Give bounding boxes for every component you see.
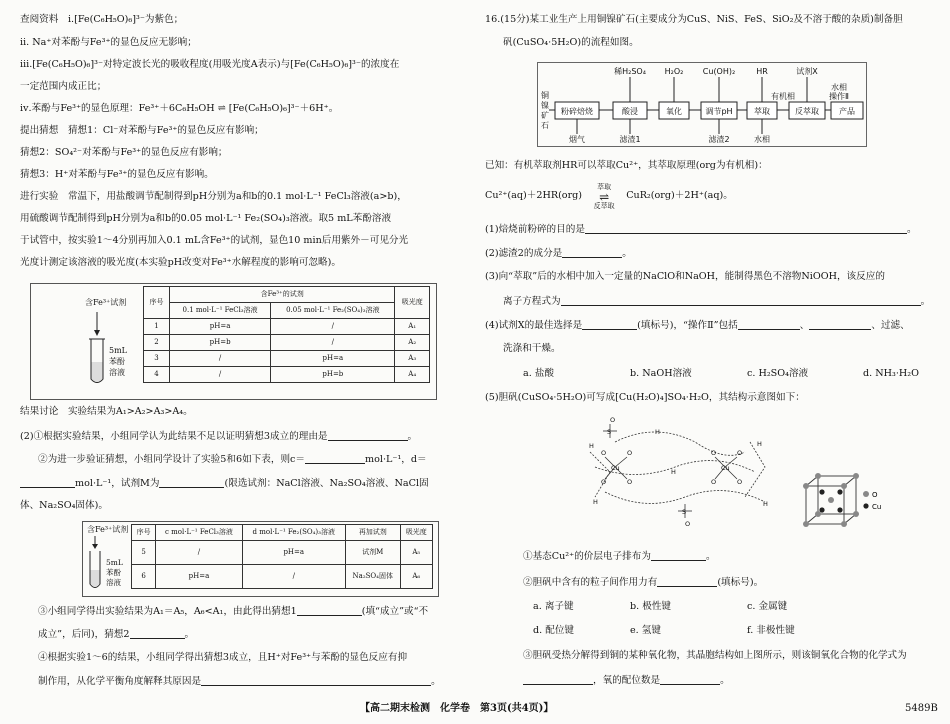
q5-2-text: ②胆矾中含有的粒子间作用力有 [523, 577, 658, 588]
experiment-figure-1 [30, 283, 437, 400]
t1-cell: / [169, 367, 270, 383]
t1-cell: A₁ [395, 319, 430, 335]
t1-cell: pH=a [271, 351, 395, 367]
q3-line-2: 离子方程式为 。 [503, 296, 931, 307]
answer-blank[interactable] [809, 319, 871, 330]
answer-blank[interactable] [738, 319, 800, 330]
q5-option-c: c. 金属键 [747, 601, 788, 612]
answer-blank-c[interactable] [305, 453, 365, 464]
t2-cell: pH=a [242, 541, 345, 565]
q2-3-text-b: (填“成立”或“不 [361, 606, 429, 617]
tube2-reagent-label: 含Fe³⁺试剂 [87, 525, 129, 534]
t1-cell: A₃ [395, 351, 430, 367]
q1-line: (1)焙烧前粉碎的目的是 。 [485, 224, 917, 235]
t2-cell: 6 [132, 565, 156, 589]
answer-blank[interactable] [561, 295, 921, 306]
flow-label: 酸浸 [622, 107, 638, 116]
q4-text-c: 、 [799, 320, 810, 331]
q4-line-2: 洗涤和干燥。 [503, 343, 561, 354]
flow-label: 反萃取 [795, 107, 819, 116]
equation-right: CuR₂(org)＋2H⁺(aq)。 [626, 190, 733, 201]
flow-organic-label: 有机相 [771, 92, 795, 101]
h-label: H [763, 500, 768, 508]
q5-2-text-b: (填标号)。 [717, 577, 764, 588]
o-label: O [627, 449, 633, 457]
answer-blank[interactable] [582, 319, 637, 330]
o-label: O [711, 478, 717, 486]
q2-2-text-d: (限选试剂：NaCl溶液、Na₂SO₄溶液、NaCl固 [224, 478, 429, 489]
q2-2-line-3: 体、Na₂SO₄固体)。 [20, 500, 108, 511]
arrow-bottom-label: 反萃取 [593, 202, 615, 210]
tube-liquid-label-2: 溶液 [109, 368, 125, 377]
s-label: S [607, 428, 612, 436]
known-line: 已知：有机萃取剂HR可以萃取Cu²⁺，其萃取原理(org为有机相)： [485, 160, 768, 171]
h-label: H [671, 468, 676, 476]
ref-line-2: ⅱ. Na⁺对苯酚与Fe³⁺的显色反应无影响； [20, 37, 197, 48]
q5-1-text: ①基态Cu²⁺的价层电子排布为 [523, 551, 651, 562]
flow-input: Cu(OH)₂ [702, 67, 736, 76]
q5-3-line-1: ③胆矾受热分解得到铜的某种氧化物，其晶胞结构如上图所示，则该铜氧化合物的化学式为 [523, 650, 907, 661]
ref-line-3: ⅲ.[Fe(C₆H₅O)₆]³⁻对特定波长光的吸收程度(用吸光度A表示)与[Fe(C₆H₅O)₆]³⁻的浓度在 [20, 59, 400, 70]
process-flow-diagram [537, 62, 867, 147]
o-label: O [737, 478, 743, 486]
flow-ore-char: 矿 [541, 111, 549, 120]
page-footer: 【高二期末检测 化学卷 第3页(共4页)】 [360, 703, 554, 714]
answer-blank[interactable] [523, 674, 593, 685]
t1-cell: / [169, 351, 270, 367]
q2-2-line-2 [20, 477, 429, 490]
q4-option-a: a. 盐酸 [523, 368, 555, 379]
table-row [144, 335, 430, 351]
equilibrium-arrow: 萃取 ⇌ 反萃取 [585, 192, 623, 202]
flow-label: 氧化 [666, 107, 682, 116]
t2-cell: / [156, 541, 242, 565]
s-label: S [682, 508, 687, 516]
q4-option-c: c. H₂SO₄溶液 [747, 368, 809, 379]
q4-text-d: 、过滤、 [871, 320, 910, 331]
q2-4-line-2: 制作用，从化学平衡角度解释其原因是 。 [38, 676, 441, 687]
flow-op-label: 操作Ⅱ [829, 92, 849, 101]
answer-blank[interactable] [657, 576, 717, 587]
table-row [132, 565, 433, 589]
q5-line: (5)胆矾(CuSO₄·5H₂O)可写成[Cu(H₂O)₄]SO₄·H₂O，其结构示意图如下： [485, 392, 805, 403]
q3-line-1: (3)向“萃取”后的水相中加入一定量的NaClO和NaOH，能制得黑色不溶物NiOOH，该反应的 [485, 271, 885, 282]
t2-header-fecl3: c mol·L⁻¹ FeCl₃溶液 [156, 525, 242, 541]
flow-input: H₂O₂ [664, 67, 684, 76]
q5-3-line-2: ，氧的配位数是 。 [523, 674, 730, 687]
experiment-table-2 [131, 524, 433, 589]
legend-cu-label: Cu [872, 503, 882, 511]
flow-output: 滤渣1 [619, 135, 641, 144]
t2-cell: A₅ [400, 541, 432, 565]
experiment-line-1: 进行实验 常温下，用盐酸调节配制得到pH分别为a和b的0.1 mol·L⁻¹ FeCl₃溶液(a>b)， [20, 191, 407, 202]
q5-option-f: f. 非极性键 [747, 625, 795, 636]
t1-cell: / [271, 319, 395, 335]
tube2-liquid-label-1: 苯酚 [106, 568, 121, 577]
q5-1-line: ①基态Cu²⁺的价层电子排布为 。 [523, 551, 716, 562]
q2-1-text: (2)①根据实验结果，小组同学认为此结果不足以证明猜想3成立的理由是 [20, 431, 328, 442]
t1-cell: / [271, 335, 395, 351]
legend-o-label: O [872, 491, 878, 499]
equation-left: Cu²⁺(aq)＋2HR(org) [485, 190, 583, 201]
cu-label: Cu [721, 464, 730, 472]
table-row [144, 319, 430, 335]
equilibrium-equation [485, 183, 733, 210]
hypothesis-line-2: 猜想2：SO₄²⁻对苯酚与Fe³⁺的显色反应有影响； [20, 147, 228, 158]
t2-header-add: 再加试剂 [345, 525, 400, 541]
q4-option-d: d. NH₃·H₂O [863, 368, 919, 379]
h-label: H [593, 498, 598, 506]
answer-blank-d[interactable] [20, 477, 75, 488]
t2-header-abs: 吸光度 [400, 525, 432, 541]
t1-cell: 1 [144, 319, 170, 335]
flow-water-label: 水相 [831, 83, 847, 92]
copper-sulfate-structure-diagram [575, 412, 785, 530]
experiment-line-3: 于试管中，按实验1～4分别再加入0.1 mL含Fe³⁺的试剂，显色10 min后用紫外－可见分光 [20, 235, 409, 246]
tube-reagent-label: 含Fe³⁺试剂 [85, 298, 127, 307]
answer-blank-h1[interactable] [297, 605, 362, 616]
q2-2-text-c: mol·L⁻¹，试剂M为 [75, 478, 160, 489]
table-row [144, 367, 430, 383]
h-label: H [757, 440, 762, 448]
flow-output: 水相 [754, 135, 770, 144]
t2-cell: 5 [132, 541, 156, 565]
answer-blank-explain[interactable] [201, 675, 431, 686]
experiment-line-2: 用硫酸调节配制得到pH分别为a和b的0.05 mol·L⁻¹ Fe₂(SO₄)₃溶液。取5 mL苯酚溶液 [20, 213, 392, 224]
q2-3-text-a: ③小组同学得出实验结果为A₁＝A₅，A₆<A₁，由此得出猜想1 [38, 606, 297, 617]
flow-output: 烟气 [569, 135, 585, 144]
q4-option-b: b. NaOH溶液 [630, 368, 692, 379]
answer-blank[interactable] [651, 550, 706, 561]
q2-3-line-1 [38, 605, 428, 618]
tube2-liquid-label-2: 溶液 [106, 578, 121, 587]
q2-line: (2)滤渣2的成分是 。 [485, 248, 632, 259]
o-label: O [601, 449, 607, 457]
answer-blank[interactable] [660, 674, 720, 685]
t1-header-fecl3: 0.1 mol·L⁻¹ FeCl₃溶液 [169, 303, 270, 319]
t2-cell: A₆ [400, 565, 432, 589]
flow-ore-char: 石 [541, 121, 549, 130]
t1-header-fe2so43: 0.05 mol·L⁻¹ Fe₂(SO₄)₃溶液 [271, 303, 395, 319]
tube-volume-label: 5mL [109, 346, 127, 355]
t1-header-abs: 吸光度 [395, 287, 430, 319]
h-label: H [655, 428, 660, 436]
table-row [132, 541, 433, 565]
answer-blank-m[interactable] [159, 477, 224, 488]
q5-option-b: b. 极性键 [630, 601, 672, 612]
flow-input: 稀H₂SO₄ [614, 67, 646, 76]
o-label: O [610, 416, 616, 424]
cu-label: Cu [611, 464, 620, 472]
q5-option-d: d. 配位键 [533, 625, 575, 636]
q2-4-text-b: 制作用，从化学平衡角度解释其原因是 [38, 676, 202, 687]
t2-header-no: 序号 [132, 525, 156, 541]
o-label: O [627, 478, 633, 486]
q2-2-line-1 [38, 453, 427, 466]
flow-label: 产品 [839, 107, 855, 116]
t2-cell: Na₂SO₄固体 [345, 565, 400, 589]
flow-input: 试剂X [796, 67, 818, 76]
answer-blank[interactable] [328, 430, 408, 441]
flow-label: 萃取 [754, 107, 770, 116]
flow-input: HR [756, 67, 768, 76]
t2-cell: 试剂M [345, 541, 400, 565]
q2-4-line-1: ④根据实验1～6的结果，小组同学得出猜想3成立，且H⁺对Fe³⁺与苯酚的显色反应有抑 [38, 652, 408, 663]
q16-line-1: 16.(15分)某工业生产上用铜镍矿石(主要成分为CuS、NiS、FeS、SiO₂及不溶于酸的杂质)制备胆 [485, 14, 903, 25]
answer-blank[interactable] [562, 247, 622, 258]
flow-ore-char: 镍 [541, 101, 549, 110]
hypothesis-line-3: 猜想3：H⁺对苯酚与Fe³⁺的显色反应有影响。 [20, 169, 214, 180]
q5-3-text-b: ，氧的配位数是 [593, 675, 661, 686]
q4-text-a: (4)试剂X的最佳选择是 [485, 320, 583, 331]
ref-line-4: 一定范围内成正比； [20, 81, 107, 92]
q3-text-b: 离子方程式为 [503, 296, 561, 307]
ref-line-5: ⅳ.苯酚与Fe³⁺的显色原理：Fe³⁺＋6C₆H₅OH ⇌ [Fe(C₆H₅O)₆]³⁻＋6H⁺。 [20, 103, 339, 114]
answer-blank-h2[interactable] [130, 628, 185, 639]
o-label: O [737, 449, 743, 457]
q4-text-b: (填标号)，“操作Ⅱ”包括 [637, 320, 738, 331]
flow-output: 滤渣2 [708, 135, 730, 144]
q5-option-e: e. 氢键 [630, 625, 661, 636]
o-label: O [685, 520, 691, 528]
test-tube-icon [31, 284, 151, 399]
o-label: O [711, 449, 717, 457]
q2-text: (2)滤渣2的成分是 [485, 248, 563, 259]
t2-cell: pH=a [156, 565, 242, 589]
flow-ore-char: 铜 [541, 91, 549, 100]
q2-1-line: (2)①根据实验结果，小组同学认为此结果不足以证明猜想3成立的理由是 。 [20, 431, 418, 442]
experiment-table-1 [143, 286, 430, 383]
t1-cell: pH=a [169, 319, 270, 335]
tube-liquid-label-1: 苯酚 [109, 357, 125, 366]
flow-label: 粉碎焙烧 [561, 107, 593, 116]
q2-2-text-b: mol·L⁻¹，d＝ [365, 454, 427, 465]
t1-cell: 4 [144, 367, 170, 383]
t1-cell: pH=b [271, 367, 395, 383]
flow-label: 调节pH [705, 107, 733, 116]
t1-cell: A₂ [395, 335, 430, 351]
q5-option-a: a. 离子键 [533, 601, 574, 612]
q2-3-line-2: 成立”，后同)，猜想2 。 [38, 629, 195, 640]
t1-cell: A₄ [395, 367, 430, 383]
q2-2-text-a: ②为进一步验证猜想，小组同学设计了实验5和6如下表，则c＝ [38, 454, 306, 465]
paper-code: 5489B [905, 703, 938, 714]
tube2-volume-label: 5mL [106, 558, 123, 567]
h-label: H [589, 442, 594, 450]
t1-header-no: 序号 [144, 287, 170, 319]
experiment-line-4: 光度计测定该溶液的吸光度(本实验pH改变对Fe³⁺水解程度的影响可忽略)。 [20, 257, 341, 268]
o-label: O [601, 478, 607, 486]
ref-line-1: 查阅资料 ⅰ.[Fe(C₆H₅O)₆]³⁻为紫色； [20, 14, 184, 25]
table-row [144, 351, 430, 367]
t1-cell: 2 [144, 335, 170, 351]
q5-2-line [523, 576, 763, 589]
q1-text: (1)焙烧前粉碎的目的是 [485, 224, 585, 235]
result-line: 结果讨论 实验结果为A₁>A₂>A₃>A₄。 [20, 406, 193, 417]
hypothesis-line-1: 提出猜想 猜想1：Cl⁻对苯酚与Fe³⁺的显色反应有影响； [20, 125, 264, 136]
crystal-cell-diagram [800, 470, 910, 532]
t1-cell: pH=b [169, 335, 270, 351]
t2-header-fe2so43: d mol·L⁻¹ Fe₂(SO₄)₃溶液 [242, 525, 345, 541]
q2-3-text-c: 成立”，后同)，猜想2 [38, 629, 130, 640]
t2-cell: / [242, 565, 345, 589]
t1-cell: 3 [144, 351, 170, 367]
experiment-figure-2 [82, 521, 439, 597]
t1-header-group: 含Fe³⁺的试剂 [169, 287, 394, 303]
q4-line-1 [485, 319, 910, 332]
answer-blank[interactable] [585, 223, 907, 234]
q16-line-2: 矾(CuSO₄·5H₂O)的流程如图。 [503, 37, 639, 48]
arrow-top-label: 萃取 [597, 183, 612, 191]
